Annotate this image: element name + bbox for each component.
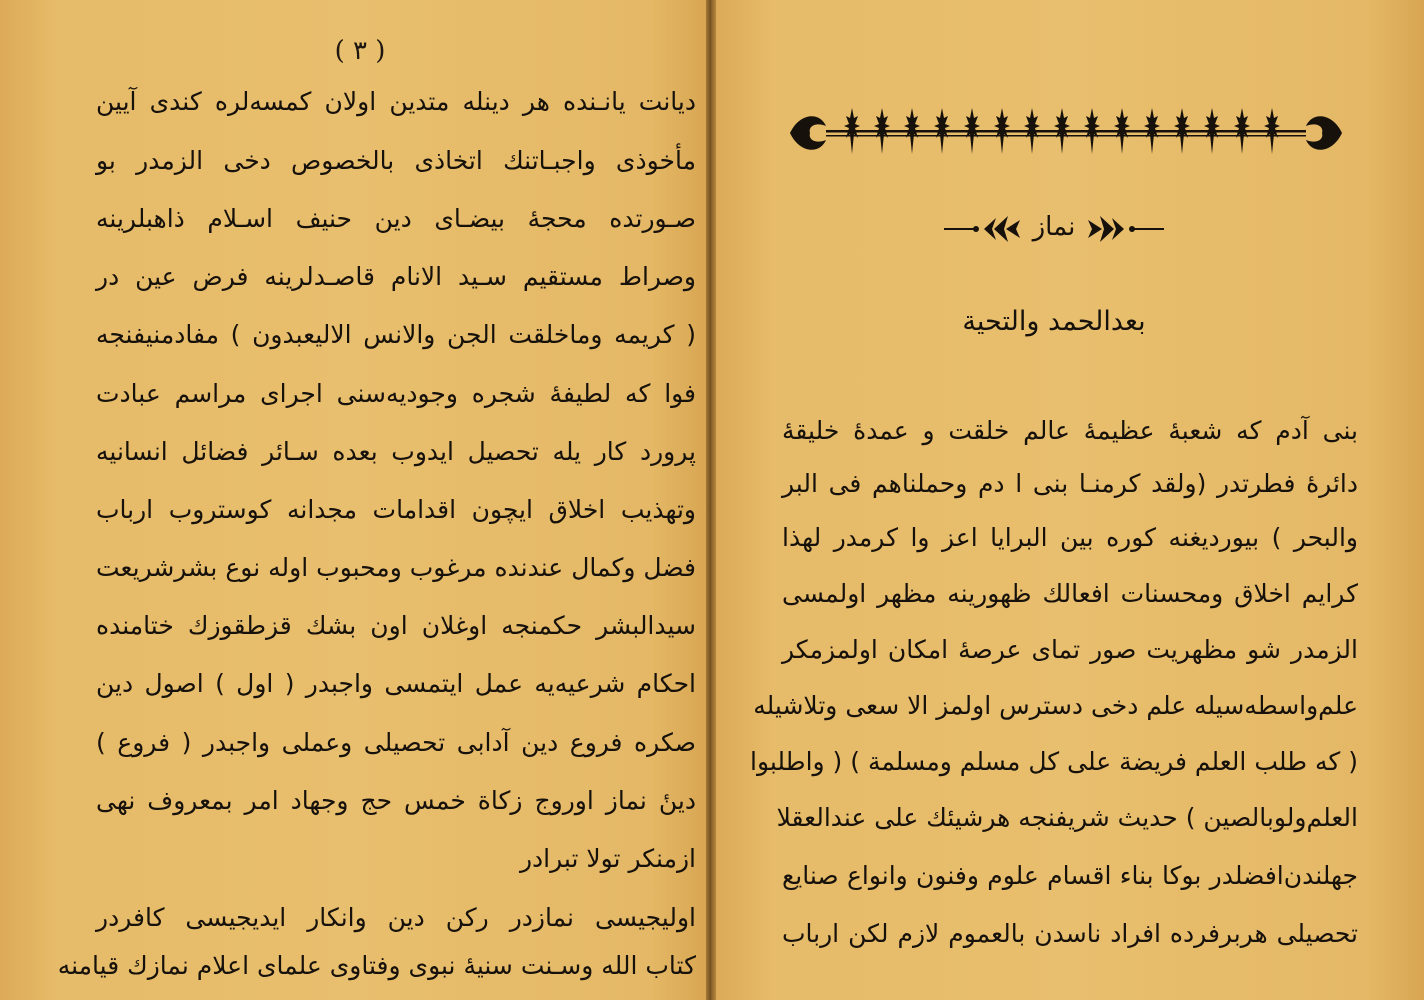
text-line: فضل وکمال عندنده مرغوب ومحبوب اوله نوع بشرشریعت	[96, 553, 696, 582]
text-line: ( کریمه وماخلقت الجن والانس الالیعبدون ) مفادمنیفنجه	[96, 320, 696, 349]
ornamental-border	[786, 104, 1346, 162]
heading-ornament-right-icon	[1084, 214, 1164, 244]
right-page-content	[714, 0, 1424, 1000]
text-line: فوا که لطیفهٔ شجره وجودیه‌سنی اجرای مراسم عبادت	[96, 379, 696, 408]
text-line: تحصیلی هربرفرده افراد ناسدن بالعموم لازم لکن ارباب	[782, 919, 1358, 948]
text-line: والبحر ) بیوردیغنه کوره بین البرایا اعز وا کرمدر لهذا	[782, 523, 1358, 552]
text-line: سیدالبشر حکمنجه اوغلان اون بشك قزطقوزك ختامنده	[96, 611, 696, 640]
text-line: مأخوذی واجبـاتنك اتخاذی بالخصوص دخی الزمدر بو	[96, 146, 696, 175]
text-line: علم‌واسطه‌سیله علم دخی دسترس اولمز الا سعی وتلاشیله	[753, 691, 1358, 720]
section-heading	[944, 208, 1164, 252]
heading-ornament-left-icon	[944, 214, 1024, 244]
text-line: الزمدر شو مظهریت صور تمای عرصهٔ امکان اولمزمکر	[782, 635, 1358, 664]
text-line: جهلندن‌افضلدر بوکا بناء اقسام علوم وفنون وانواع صنایع	[782, 861, 1358, 890]
left-page-content	[0, 0, 708, 1000]
text-line: دینٔ نماز اوروج زکاة خمس حج وجهاد امر بمعروف نهی	[96, 786, 696, 815]
text-line: ( که طلب العلم فریضة علی کل مسلم ومسلمة ) ( واطلبوا	[750, 747, 1358, 776]
heading-title: نماز	[1032, 212, 1076, 242]
text-line: صـورتده محجهٔ بیضـای دین حنیف اسـلام ذاهبلرینه	[96, 204, 696, 233]
text-line: کرایم اخلاق ومحسنات افعالك ظهورینه مظهر اولمسی	[782, 579, 1358, 608]
text-line: صکره فروع دین آدابی تحصیلی وعملی واجبدر ( فروع )	[96, 728, 696, 757]
page-number: ( ٣ )	[334, 36, 386, 66]
text-line: احکام شرعیه‌یه عمل ایتمسی واجبدر ( اول ) اصول دین	[96, 669, 696, 698]
text-line: کتاب الله وسـنت سنیهٔ نبوی وفتاوی علمای اعلام نمازك قیامنه	[57, 951, 696, 980]
text-line: وتهذیب اخلاق ایچون اقدامات مجدانه کوستروب ارباب	[96, 495, 696, 524]
text-line-short: ازمنکر تولا تبرادر	[519, 844, 696, 873]
text-line: پرورد کار یله تحصیل ایدوب بعده سـائر فضائل انسانیه	[96, 437, 696, 466]
subheading: بعدالحمد والتحیة	[962, 306, 1146, 337]
text-line: وصراط مستقیم سـید الانام قاصـدلرینه فرض عین در	[96, 262, 696, 291]
text-line: العلم‌ولوبالصین ) حدیث شریفنجه هرشیئك علی عندالعقلا	[776, 803, 1358, 832]
text-line: اولیجیسی نمازدر رکن دین وانکار ایدیجیسی کافردر	[96, 903, 696, 932]
text-line: بنی آدم که شعبهٔ عظیمهٔ عالم خلقت و عمدهٔ خلیقهٔ	[782, 416, 1358, 445]
text-line: دیانت یانـنده هر دینله متدین اولان کمسه‌لره کندی آیین	[96, 87, 696, 116]
text-line: دائرهٔ فطرتدر (ولقد کرمنـا بنی ا دم وحملناهم فی البر	[782, 469, 1358, 498]
